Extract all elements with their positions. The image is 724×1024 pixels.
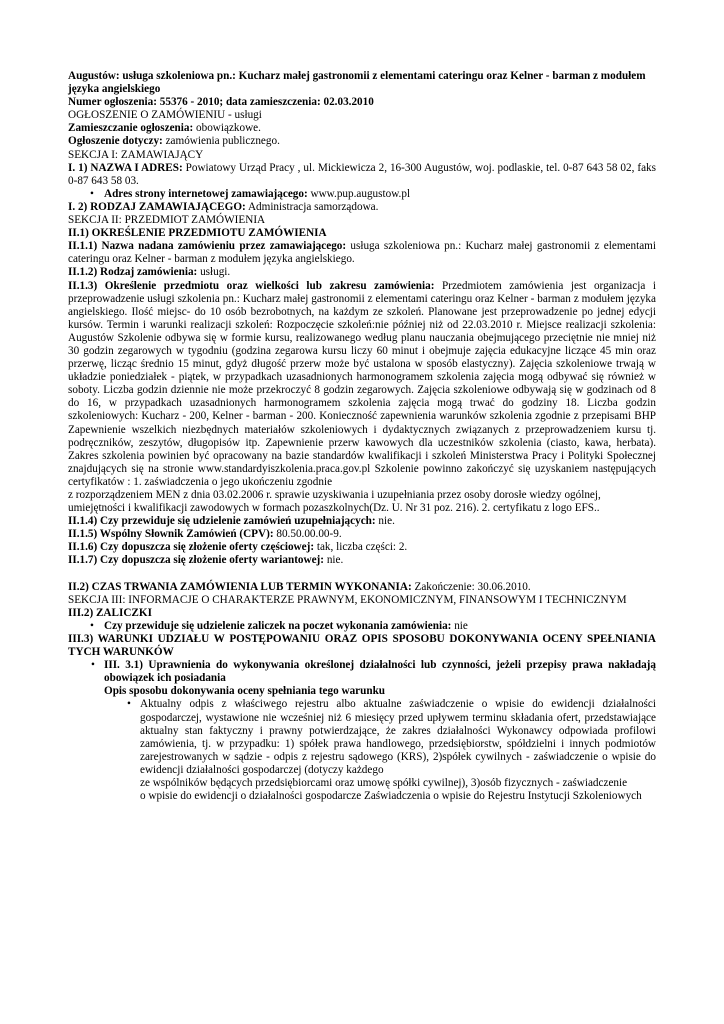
- ii15-cpv: II.1.5) Wspólny Słownik Zamówień (CPV): 80.50.00.00-9.: [68, 528, 342, 541]
- website-item: • Adres strony internetowej zamawiającego: www.pup.augustow.pl: [68, 188, 656, 201]
- announcement-type: OGŁOSZENIE O ZAMÓWIENIU - usługi: [68, 109, 262, 122]
- iii2-advance-item: • Czy przewiduje się udzielenie zaliczek na poczet wykonania zamówienia: nie: [68, 620, 656, 633]
- i1-name-address: I. 1) NAZWA I ADRES: Powiatowy Urząd Pracy , ul. Mickiewicza 2, 16-300 Augustów, woj. podlaskie, tel. 0-87 643 58 02, faks 0-87 643 58 03.: [68, 161, 656, 187]
- iii31-subitem-cont-1: ze wspólników będących przedsiębiorcami oraz umowę spółki cywilnej), 3)osób fizycznych - zaświadczenie: [140, 776, 628, 789]
- concerns-line: Ogłoszenie dotyczy: zamówienia publicznego.: [68, 135, 280, 148]
- ii17-variant-offer: II.1.7) Czy dopuszcza się złożenie oferty wariantowej: nie.: [68, 554, 344, 567]
- number-line: Numer ogłoszenia: 55376 - 2010; data zamieszczenia: 02.03.2010: [68, 96, 374, 109]
- ii2-duration: II.2) CZAS TRWANIA ZAMÓWIENIA LUB TERMIN WYKONANIA: Zakończenie: 30.06.2010.: [68, 580, 531, 593]
- iii3-heading: III.3) WARUNKI UDZIAŁU W POSTĘPOWANIU ORAZ OPIS SPOSOBU DOKONYWANIA OCENY SPEŁNIANIA TYCH WARUNKÓW: [68, 632, 656, 659]
- mandatory-line: Zamieszczanie ogłoszenia: obowiązkowe.: [68, 122, 261, 135]
- iii31-desc: Opis sposobu dokonywania oceny spełniania tego warunku: [104, 685, 386, 698]
- iii2-heading: III.2) ZALICZKI: [68, 606, 152, 619]
- iii31-subitem: • Aktualny odpis z właściwego rejestru albo aktualne zaświadczenie o wpisie do ewidencji działalności gospodarczej, wystawione nie wcześniej niż 6 miesięcy przed upływem terminu składania ofert, przedstawiające aktualny stan faktyczny i prawny potwierdzające, że zakres działalności Wykonawcy odpowiada profilowi zamówienia, tj. w przypadku: 1) spółek prawa handlowego, przedsiębiorstw, spółdzielni i innych podmiotów zarejestrowanych w sądzie - odpis z rejestru sądowego (KRS), 2)spółek cywilnych - zaświadczenie o wpisie do ewidencji działalności gospodarczej (dotyczy każdego: [68, 698, 656, 777]
- ii12-type: II.1.2) Rodzaj zamówienia: usługi.: [68, 266, 231, 279]
- spacer: [68, 568, 656, 581]
- document-page: [68, 70, 656, 803]
- section-1-heading: SEKCJA I: ZAMAWIAJĄCY: [68, 148, 204, 161]
- section-3-heading: SEKCJA III: INFORMACJE O CHARAKTERZE PRAWNYM, EKONOMICZNYM, FINANSOWYM I TECHNICZNYM: [68, 593, 627, 606]
- i2-type: I. 2) RODZAJ ZAMAWIAJĄCEGO: Administracja samorządowa.: [68, 200, 379, 213]
- ii11-name: II.1.1) Nazwa nadana zamówieniu przez zamawiającego: usługa szkoleniowa pn.: Kucharz małej gastronomii z elementami cateringu oraz Kelner - barman z modułem języka angielskiego.: [68, 240, 656, 266]
- ii13-continuation: z rozporządzeniem MEN z dnia 03.02.2006 r. sprawie uzyskiwania i uzupełniania przez osoby dorosłe wiedzy ogólnej, umiejętności i kwalifikacji zawodowych w formach pozaszkolnych(Dz. U. Nr 31 poz. 216). 2. certyfikatu z logo EFS..: [68, 489, 601, 515]
- iii31-item: • III. 3.1) Uprawnienia do wykonywania określonej działalności lub czynności, jeżeli przepisy prawa nakładają obowiązek ich posiadania: [68, 659, 656, 685]
- iii31-subitem-cont-2: o wpisie do ewidencji o działalności gospodarcze Zaświadczenia o wpisie do Rejestru Instytucji Szkoleniowych: [140, 790, 642, 803]
- ii1-heading: II.1) OKREŚLENIE PRZEDMIOTU ZAMÓWIENIA: [68, 227, 327, 240]
- ii14-supplementary: II.1.4) Czy przewiduje się udzielenie zamówień uzupełniających: nie.: [68, 515, 395, 528]
- section-2-heading: SEKCJA II: PRZEDMIOT ZAMÓWIENIA: [68, 214, 266, 227]
- ii13-description: II.1.3) Określenie przedmiotu oraz wielkości lub zakresu zamówienia: Przedmiotem zamówienia jest organizacja i przeprowadzenie usługi szkolenia pn.: Kucharz małej gastronomii z elementami cateringu oraz Kelner - barman z modułem języka angielskiego. Ilość miejsc- do 10 osób bezrobotnych, na każdym ze szkoleń. Planowane jest przeprowadzenie po jednej edycji kursów. Termin i warunki realizacji szkoleń: Rozpoczęcie szkoleń:nie później niż od 22.03.2010 r. Miejsce realizacji szkolenia: Augustów Szkolenie odbywa się w formie kursu, realizowanego według planu nauczania obejmującego przeciętnie nie mniej niż 30 godzin zegarowych w tygodniu (godzina zegarowa kursu liczy 60 minut i obejmuje zajęcia edukacyjne liczące 45 min oraz przerwę, licząc średnio 15 minut, gdyż długość przerw może być ustalona w sposób elastyczny). Zajęcia szkoleniowe trwają w układzie poniedziałek - piątek, w przypadkach uzasadnionych harmonogramem szkolenia zajęcia mogą odbywać się również w soboty. Liczba godzin dziennie nie może przekroczyć 8 godzin zegarowych. Zajęcia szkoleniowe odbywają się w godzinach od 8 do 16, w przypadkach uzasadnionych harmonogramem szkolenia zajęcia mogą trwać do godziny 18. Liczba godzin szkoleniowych: Kucharz - 200, Kelner - barman - 200. Konieczność zapewnienia warunków szkolenia zgodnie z przepisami BHP Zapewnienie wszelkich niezbędnych materiałów szkoleniowych i dydaktycznych związanych z przeprowadzeniem kursu tj. podręczników, zeszytów, długopisów itp. Zapewnienie przerw kawowych dla uczestników szkolenia (ciasto, kawa, herbata). Zakres szkolenia powinien być opracowany na bazie standardów kwalifikacji i szkoleń Ministerstwa Pracy i Polityki Społecznej znajdujących się na stronie www.standardyiszkolenia.praca.gov.pl Szkolenie powinno zakończyć się uzyskaniem następujących certyfikatów : 1. zaświadczenia o jego ukończeniu zgodnie: [68, 279, 656, 488]
- ii16-partial-offer: II.1.6) Czy dopuszcza się złożenie oferty częściowej: tak, liczba części: 2.: [68, 541, 408, 554]
- document-title: Augustów: usługa szkoleniowa pn.: Kucharz małej gastronomii z elementami cateringu oraz Kelner - barman z modułem języka angielskiego: [68, 70, 646, 96]
